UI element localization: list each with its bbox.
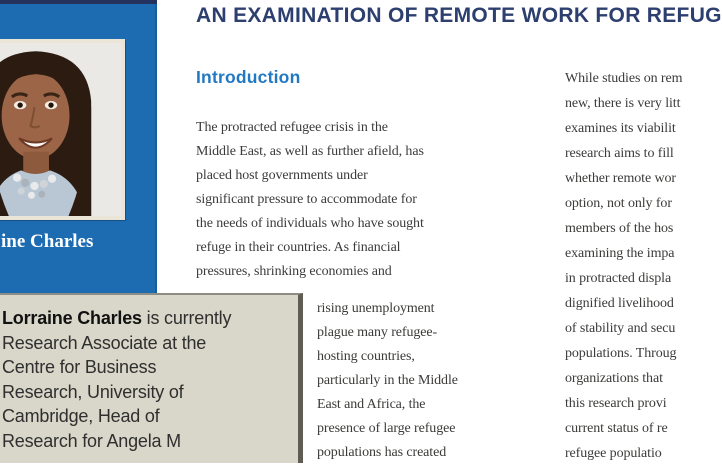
body-line: The protracted refugee crisis in the (196, 120, 388, 135)
body-line: pressures, shrinking economies and (196, 264, 392, 279)
author-sidebar (0, 0, 157, 296)
body-line: dignified livelihood (565, 296, 674, 311)
tooltip-line: Research for Angela M (2, 430, 181, 451)
body-line: option, not only for (565, 196, 672, 211)
article-title: AN EXAMINATION OF REMOTE WORK FOR REFUG (196, 4, 722, 27)
body-line: particularly in the Middle (317, 373, 458, 388)
body-text-wrapped-column (317, 297, 458, 465)
body-line: the needs of individuals who have sought (196, 216, 424, 231)
body-line: significant pressure to accommodate for (196, 192, 417, 207)
body-line: plague many refugee- (317, 325, 438, 340)
introduction-heading: Introduction (196, 67, 301, 87)
body-line: While studies on rem (565, 71, 683, 86)
portrait-illustration (0, 43, 121, 216)
body-line: populations. Throug (565, 346, 677, 361)
author-photo (0, 39, 125, 220)
tooltip-line: Centre for Business (2, 357, 157, 377)
body-line: hosting countries, (317, 349, 415, 364)
body-line: current status of re (565, 421, 668, 436)
body-line: organizations that (565, 371, 663, 386)
tooltip-text: is currently (141, 308, 232, 328)
tooltip-line: Research Associate at the (2, 332, 207, 353)
tooltip-line: Research, University of (2, 381, 184, 402)
author-name: Lorraine Charles (2, 308, 142, 328)
body-line: this research provi (565, 396, 667, 411)
body-line: refugee populatio (565, 446, 662, 461)
body-text-left-column (196, 116, 424, 284)
body-line: East and Africa, the (317, 397, 426, 412)
body-line: placed host governments under (196, 168, 368, 183)
body-line: new, there is very litt (565, 96, 681, 111)
body-line: examines its viabilit (565, 121, 676, 136)
body-line: examining the impa (565, 246, 675, 261)
author-bio-tooltip (0, 293, 303, 463)
body-text-right-column (565, 66, 682, 466)
tooltip-line: Cambridge, Head of (2, 406, 160, 426)
body-line: refuge in their countries. As financial (196, 240, 401, 255)
body-line: presence of large refugee (317, 421, 456, 436)
body-line: members of the hos (565, 221, 674, 236)
body-line: whether remote wor (565, 171, 676, 186)
body-line: Middle East, as well as further afield, has (196, 144, 424, 159)
body-line: research aims to fill (565, 146, 674, 161)
tooltip-line (2, 306, 298, 331)
sidebar-top-strip (0, 0, 157, 4)
body-line: rising unemployment (317, 301, 435, 316)
body-line: populations has created (317, 445, 447, 460)
body-line: of stability and secu (565, 321, 676, 336)
author-photo-caption: ine Charles (1, 231, 94, 252)
body-line: in protracted displa (565, 271, 672, 286)
